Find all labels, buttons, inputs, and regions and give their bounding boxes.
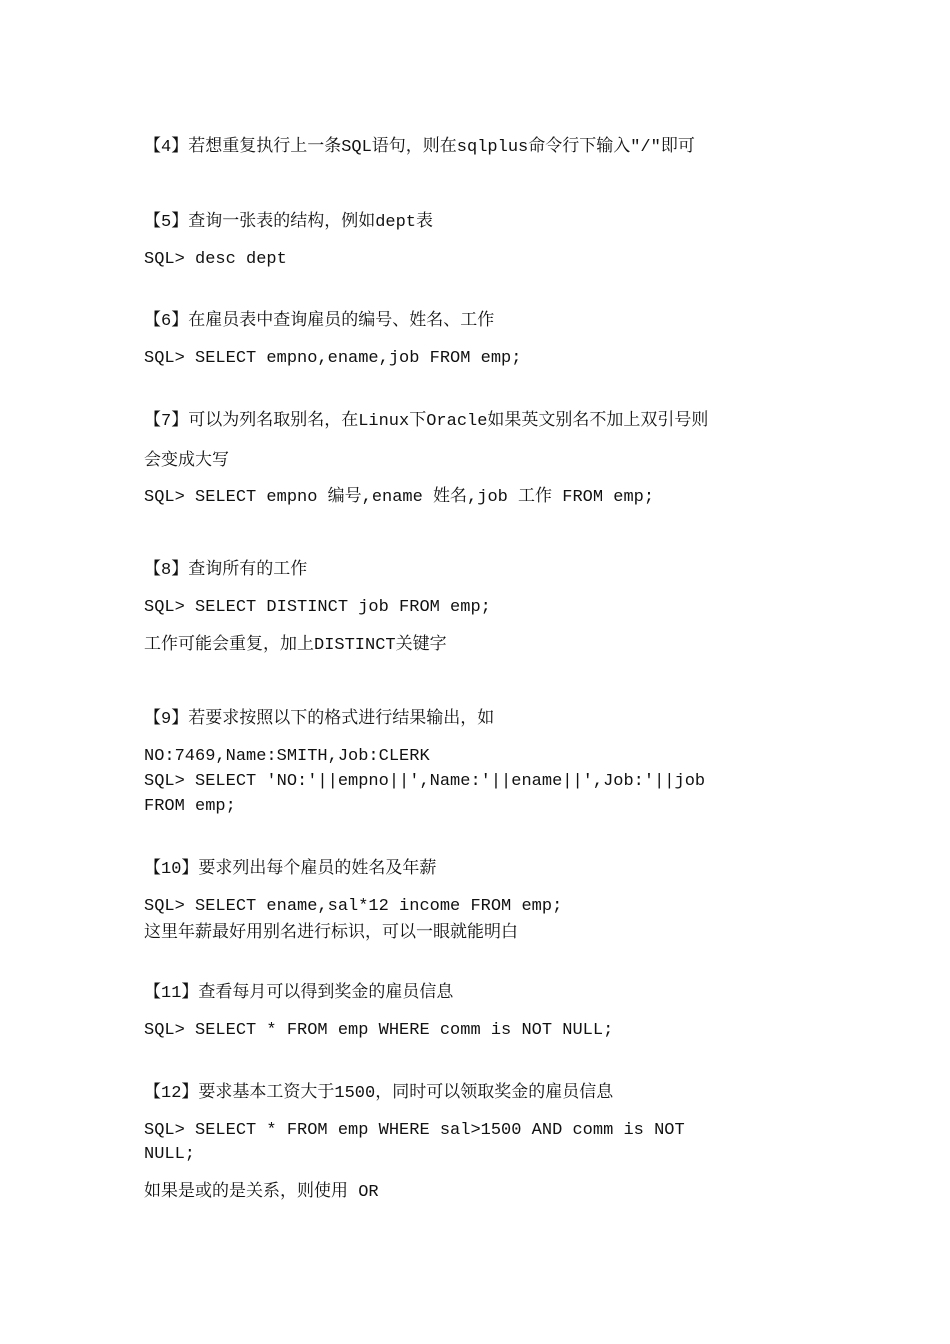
tip-7-code: SQL> SELECT empno 编号,ename 姓名,job 工作 FROM emp; xyxy=(144,488,655,507)
tip-12-heading: 【12】要求基本工资大于1500，同时可以领取奖金的雇员信息 xyxy=(144,1084,614,1103)
tip-10-code: SQL> SELECT ename,sal*12 income FROM emp; xyxy=(144,897,563,916)
tip-6-code: SQL> SELECT empno,ename,job FROM emp; xyxy=(144,349,522,368)
tip-12-code: SQL> SELECT * FROM emp WHERE sal>1500 AND comm is NOT xyxy=(144,1121,685,1140)
tip-12-code-cont: NULL; xyxy=(144,1145,196,1164)
tip-6-heading: 【6】在雇员表中查询雇员的编号、姓名、工作 xyxy=(144,312,495,331)
tip-8-heading: 【8】查询所有的工作 xyxy=(144,561,308,580)
tip-9-heading: 【9】若要求按照以下的格式进行结果输出，如 xyxy=(144,710,495,729)
tip-10-heading: 【10】要求列出每个雇员的姓名及年薪 xyxy=(144,860,437,879)
tip-11-code: SQL> SELECT * FROM emp WHERE comm is NOT NULL; xyxy=(144,1021,614,1040)
tip-9-code: SQL> SELECT 'NO:'||empno||',Name:'||ename||',Job:'||job xyxy=(144,772,706,791)
tip-7-heading-cont: 会变成大写 xyxy=(144,452,229,471)
tip-8-code: SQL> SELECT DISTINCT job FROM emp; xyxy=(144,598,491,617)
tip-9-code-cont: FROM emp; xyxy=(144,797,236,816)
tip-4-heading: 【4】若想重复执行上一条SQL语句，则在sqlplus命令行下输入"/"即可 xyxy=(144,138,695,157)
tip-5-heading: 【5】查询一张表的结构，例如dept表 xyxy=(144,213,434,232)
tip-12-note: 如果是或的是关系，则使用 OR xyxy=(144,1183,379,1202)
tip-9-example-output: NO:7469,Name:SMITH,Job:CLERK xyxy=(144,747,430,766)
tip-8-note: 工作可能会重复，加上DISTINCT关键字 xyxy=(144,636,447,655)
tip-11-heading: 【11】查看每月可以得到奖金的雇员信息 xyxy=(144,984,454,1003)
tip-7-heading: 【7】可以为列名取别名，在Linux下Oracle如果英文别名不加上双引号则 xyxy=(144,412,709,431)
tip-10-note: 这里年薪最好用别名进行标识，可以一眼就能明白 xyxy=(144,924,518,943)
tip-5-code: SQL> desc dept xyxy=(144,250,287,269)
